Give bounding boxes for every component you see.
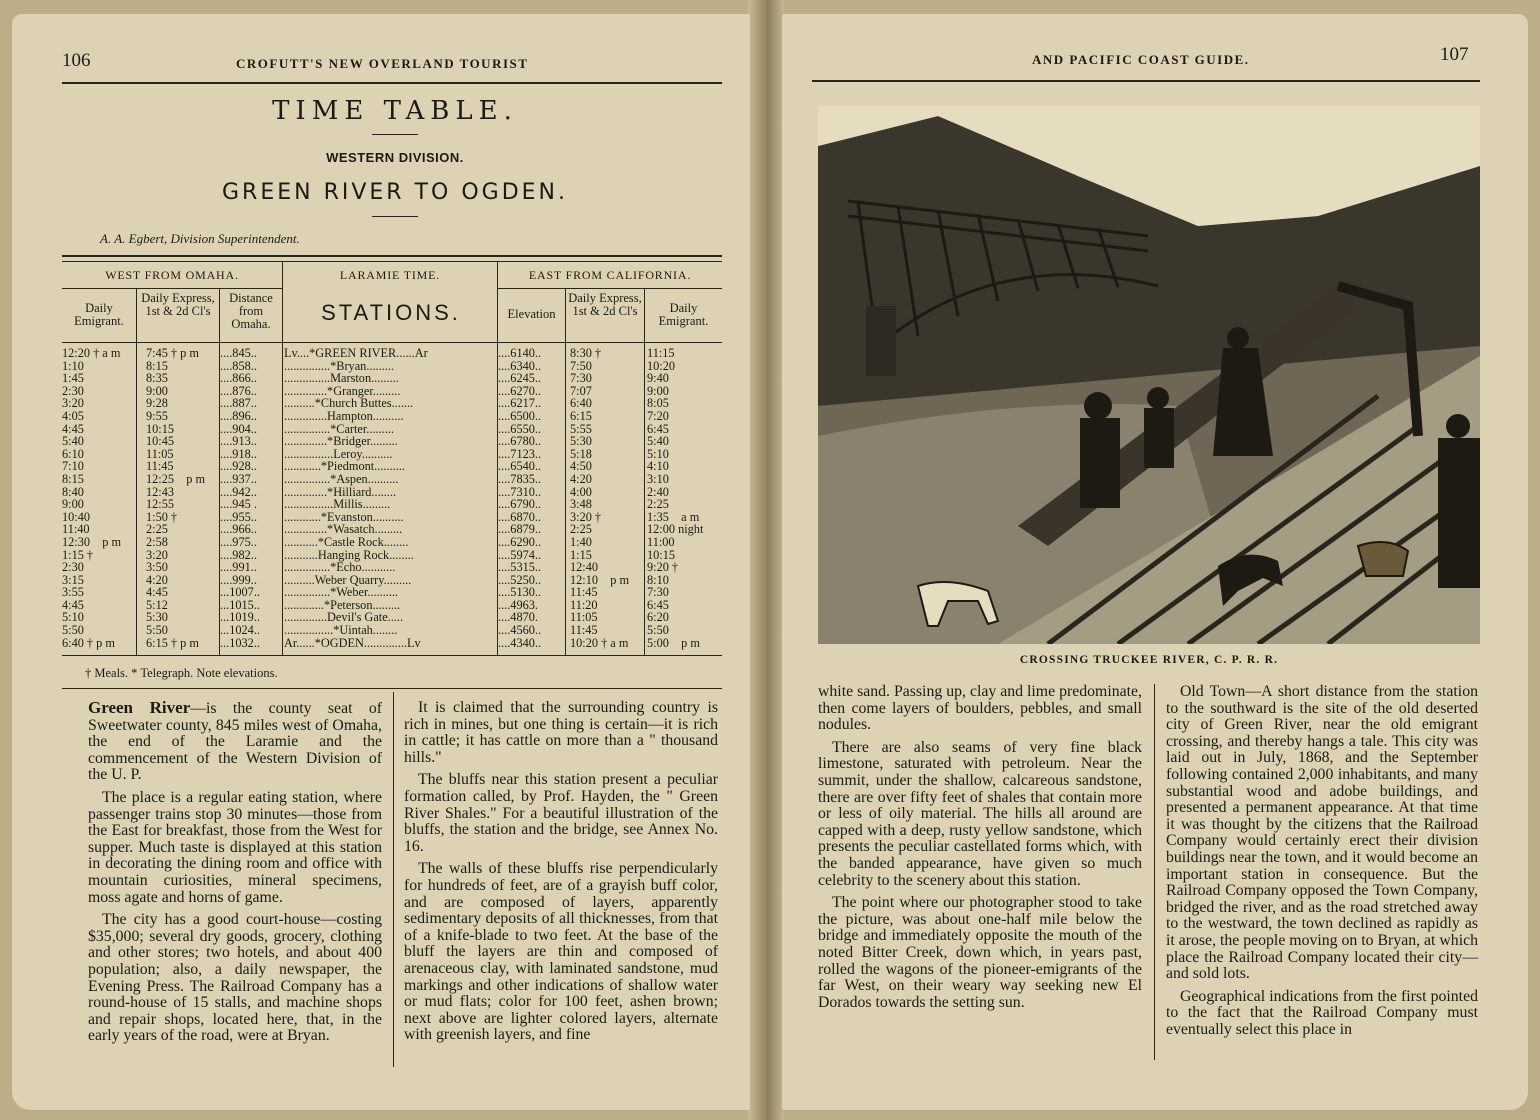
timetable-cell: ............*Evanston..........: [284, 509, 404, 524]
timetable-cell: 2:30: [62, 383, 84, 398]
timetable-cell: 6:15 † p m: [146, 635, 199, 650]
timetable-cell: ....866..: [220, 371, 257, 386]
timetable-cell: 11:45: [570, 623, 598, 638]
timetable-cell: 5:40: [62, 434, 84, 449]
col-stations: STATIONS.: [321, 300, 461, 325]
timetable-cell: ....982..: [220, 547, 257, 562]
timetable-cell: 3:20: [146, 547, 168, 562]
timetable-cell: 7:45 † p m: [146, 346, 199, 360]
timetable-cell: 12:43: [146, 484, 175, 499]
timetable-cell: 4:50: [570, 459, 592, 474]
timetable-cell: ....5974..: [498, 547, 542, 562]
table-bottom-rule: [62, 655, 722, 656]
timetable-cell: ....6340..: [498, 358, 542, 373]
timetable-cell: 2:25: [570, 522, 592, 537]
superintendent-line: A. A. Egbert, Division Superintendent.: [100, 231, 300, 246]
paragraph: Geographical indications from the first pointed to the fact that the Railroad Company must eventually select this place in: [1166, 987, 1478, 1038]
timetable-cell: 9:00: [62, 497, 84, 512]
paragraph: white sand. Passing up, clay and lime predominate, then come layers of boulders, pebbles, and small nodules.: [818, 683, 1142, 734]
timetable-cell: 2:40: [647, 484, 669, 499]
timetable-cell: 11:40: [62, 522, 90, 537]
timetable-cell: 5:30: [570, 434, 592, 449]
timetable-cell: ....5315..: [498, 560, 542, 575]
timetable-cell: ....945 .: [220, 497, 257, 512]
timetable-cell: ....5130..: [498, 585, 542, 600]
timetable-cell: ...1007..: [220, 585, 260, 600]
timetable-cell: 6:40: [570, 396, 592, 411]
timetable-cell: 1:15 †: [62, 547, 94, 562]
timetable-cell: 4:45: [146, 585, 168, 600]
timetable-cell: ....7835..: [498, 471, 542, 486]
paragraph: Old Town—A short distance from the station to the southward is the site of the old deserted city of Green River, near the old emigrant crossing, and thereby hangs a tale. This city was laid out in July, 1868, and the September following contained 2,000 inhabitants, and many substantial wood and adobe buildings, and presented a permanent appearance. At that time it was thought by the citizens that the Railroad Company would certainly erect their division buildings near the town, and it would become an important station in consequence. But the Railroad Company opposed the Town Company, bridged the river, and as the road stretched away to the westward, the town declined as rapidly as it arose, the people moving on to Bryan, at which place the Railroad Company located their city—and sold lots.: [1166, 683, 1478, 983]
timetable-cell: ................Leroy..........: [284, 446, 393, 461]
col-daily-express-west: Daily Express, 1st & 2d Cl's: [141, 291, 215, 318]
timetable-cell: 8:30 †: [570, 346, 602, 360]
timetable-cell: 2:58: [146, 534, 168, 549]
stations-column: [284, 347, 496, 649]
group-rule-west: [62, 288, 282, 289]
col-daily-express-east: Daily Express, 1st & 2d Cl's: [568, 291, 642, 318]
timetable-cell: 4:45: [62, 597, 84, 612]
timetable-cell: 11:05: [570, 610, 598, 625]
timetable-cell: ...............*Bryan.........: [284, 358, 394, 373]
timetable-cell: ....845..: [220, 346, 257, 360]
timetable-cell: 2:30: [62, 560, 84, 575]
timetable-cell: ...............*Aspen..........: [284, 471, 399, 486]
timetable-cell: Ar......*OGDEN..............Lv: [284, 635, 421, 650]
timetable-cell: 5:00 p m: [647, 635, 700, 650]
timetable-cell: ....904..: [220, 421, 257, 436]
timetable-cell: 10:45: [146, 434, 175, 449]
timetable-cell: ....4963.: [498, 597, 538, 612]
table-top-rule: [62, 255, 722, 257]
timetable-cell: ...........Hanging Rock........: [284, 547, 414, 562]
header-bottom-rule: [62, 342, 722, 343]
timetable-cell: 5:55: [570, 421, 592, 436]
timetable-cell: ....6290..: [498, 534, 542, 549]
timetable-cell: 8:35: [146, 371, 168, 386]
right-column-divider: [1154, 684, 1155, 1060]
timetable-cell: 5:10: [62, 610, 84, 625]
book-gutter: [748, 0, 784, 1120]
right-text-column-2: [1166, 684, 1478, 1044]
timetable-cell: ..............*Bridger.........: [284, 434, 398, 449]
timetable-cell: ....6550..: [498, 421, 542, 436]
timetable-cell: 7:50: [570, 358, 592, 373]
col-distance: Distance from Omaha.: [229, 291, 273, 331]
timetable-cell: ....4870.: [498, 610, 538, 625]
timetable-cell: ....6245..: [498, 371, 542, 386]
timetable-cell: 4:20: [570, 471, 592, 486]
timetable-cell: ....6790..: [498, 497, 542, 512]
timetable-cell: 7:30: [647, 585, 669, 600]
timetable-cell: ....6500..: [498, 408, 542, 423]
timetable-cell: ..............*Wasatch.........: [284, 522, 403, 537]
timetable-cell: 6:45: [647, 421, 669, 436]
engraving-illustration: [818, 106, 1480, 644]
timetable-cell: ..........Weber Quarry.........: [284, 572, 412, 587]
paragraph: The walls of these bluffs rise perpendicularly for hundreds of feet, are of a grayish buff color, and are composed of layers, apparently sedimentary deposits of all thicknesses, from that of a knife-blade to two feet. At the base of the bluff the layers are thin and composed of arenaceous clay, with laminated sandstone, mud markings and other indications of shallow water or mud flats; color for 100 feet, ashen brown; next above are lighter colored layers, alternate with greenish layers, and fine: [404, 860, 718, 1044]
timetable-cell: 8:15: [146, 358, 168, 373]
table-top-rule-2: [62, 261, 722, 262]
timetable-cell: 10:20 † a m: [570, 635, 629, 650]
timetable-cell: ...........*Castle Rock........: [284, 534, 409, 549]
timetable-cell: 3:20 †: [570, 509, 602, 524]
timetable-cell: ...1032..: [220, 635, 260, 650]
table-divider-1: [282, 262, 283, 655]
timetable-cell: 12:10 p m: [570, 572, 630, 587]
timetable-cell: 12:55: [146, 497, 175, 512]
timetable-cell: 10:20: [647, 358, 676, 373]
timetable-cell: ....858..: [220, 358, 257, 373]
timetable-cell: ....999..: [220, 572, 257, 587]
timetable-cell: ....913..: [220, 434, 257, 449]
group-west: WEST FROM OMAHA.: [105, 268, 239, 282]
emigrant-east-column: [647, 347, 722, 649]
timetable-cell: 7:10: [62, 459, 84, 474]
distance-column: [220, 347, 282, 649]
timetable-cell: 9:20 †: [647, 560, 679, 575]
timetable-cell: ....918..: [220, 446, 257, 461]
timetable-cell: ..............Devil's Gate.....: [284, 610, 404, 625]
timetable-cell: ....975..: [220, 534, 257, 549]
timetable-cell: ...1024..: [220, 623, 260, 638]
timetable-cell: ....6540..: [498, 459, 542, 474]
timetable-cell: 3:55: [62, 585, 84, 600]
timetable-cell: 12:25 p m: [146, 471, 206, 486]
timetable-cell: ....876..: [220, 383, 257, 398]
timetable-cell: 8:10: [647, 572, 669, 587]
timetable-cell: .............*Peterson.........: [284, 597, 401, 612]
timetable-cell: ..............*Granger.........: [284, 383, 401, 398]
paragraph: Green River—is the county seat of Sweetwater county, 845 miles west of Omaha, the end of the Laramie and the commencement of the Western Division of the U. P.: [88, 698, 382, 784]
timetable-cell: 8:05: [647, 396, 669, 411]
timetable-cell: 2:25: [647, 497, 669, 512]
timetable-cell: 10:15: [647, 547, 676, 562]
timetable-cell: Lv....*GREEN RIVER......Ar: [284, 347, 428, 360]
timetable-cell: 10:40: [62, 509, 91, 524]
header-rule: [62, 82, 722, 84]
timetable-title: TIME TABLE.: [272, 96, 518, 126]
timetable-cell: ................*Uintah........: [284, 623, 398, 638]
timetable-cell: 1:35 a m: [647, 509, 700, 524]
timetable-cell: 9:28: [146, 396, 168, 411]
express-east-column: [570, 347, 644, 649]
table-divider-5: [565, 289, 566, 655]
right-header-rule: [812, 80, 1480, 82]
timetable-cell: 10:15: [146, 421, 175, 436]
timetable-cell: ...............*Echo...........: [284, 560, 396, 575]
timetable-cell: ....6217..: [498, 396, 542, 411]
left-text-column-1: [88, 700, 382, 1051]
timetable-cell: ............*Piedmont..........: [284, 459, 405, 474]
timetable-cell: 11:20: [570, 597, 598, 612]
timetable-cell: 6:45: [647, 597, 669, 612]
timetable-cell: ....6870..: [498, 509, 542, 524]
timetable-cell: 5:50: [62, 623, 84, 638]
group-east: EAST FROM CALIFORNIA.: [528, 268, 692, 282]
timetable-cell: ....4340..: [498, 635, 542, 650]
timetable-cell: 1:15: [570, 547, 592, 562]
timetable-cell: 4:00: [570, 484, 592, 499]
timetable-footnote: † Meals. * Telegraph. Note elevations.: [85, 666, 278, 680]
left-page-number: 106: [62, 50, 91, 71]
timetable-cell: ....928..: [220, 459, 257, 474]
timetable-cell: 3:20: [62, 396, 84, 411]
timetable-cell: 6:15: [570, 408, 592, 423]
paragraph: The place is a regular eating station, where passenger trains stop 30 minutes—those from the East for breakfast, those from the West for supper. Much taste is displayed at this station in decorating the dining room and office with mountain curiosities, mineral specimens, moss agate and horns of game.: [88, 788, 382, 906]
emigrant-west-column: [62, 347, 136, 649]
timetable-cell: 1:45: [62, 371, 84, 386]
timetable-cell: 7:20: [647, 408, 669, 423]
timetable-cell: ....896..: [220, 408, 257, 423]
right-page-number: 107: [1440, 44, 1469, 65]
timetable-cell: 4:10: [647, 459, 669, 474]
express-west-column: [146, 347, 219, 649]
timetable-cell: 3:48: [570, 497, 592, 512]
green-river-lead: Green River: [88, 698, 191, 717]
timetable-cell: 12:20 † a m: [62, 346, 121, 360]
timetable-cell: ...............*Carter.........: [284, 421, 394, 436]
figure-caption: CROSSING TRUCKEE RIVER, C. P. R. R.: [1019, 654, 1279, 666]
right-text-column-1: [818, 684, 1142, 1017]
group-laramie: LARAMIE TIME.: [339, 268, 441, 282]
col-daily-emigrant-east: Daily Emigrant.: [658, 301, 709, 328]
timetable-cell: 5:18: [570, 446, 592, 461]
timetable-cell: 1:50 †: [146, 509, 178, 524]
col-elevation: Elevation: [507, 307, 556, 321]
left-running-head: CROFUTT'S NEW OVERLAND TOURIST: [236, 56, 529, 71]
timetable-cell: 11:00: [647, 534, 675, 549]
timetable-cell: ...............Marston.........: [284, 371, 399, 386]
paragraph: It is claimed that the surrounding country is rich in mines, but one thing is certain—it is rich in cattle; it has cattle on more than a " thousand hills.": [404, 699, 718, 766]
timetable-cell: 9:55: [146, 408, 168, 423]
timetable-cell: ....6879..: [498, 522, 542, 537]
timetable-cell: ................Millis.........: [284, 497, 391, 512]
timetable-cell: 6:20: [647, 610, 669, 625]
timetable-cell: 7:30: [570, 371, 592, 386]
timetable-cell: 3:50: [146, 560, 168, 575]
timetable-cell: 11:15: [647, 346, 675, 360]
col-daily-emigrant-west: Daily Emigrant.: [74, 301, 124, 328]
timetable-cell: ....887..: [220, 396, 257, 411]
timetable-cell: 11:45: [146, 459, 174, 474]
route-divider: [372, 216, 418, 217]
timetable-cell: 3:15: [62, 572, 84, 587]
timetable-cell: 1:10: [62, 358, 84, 373]
timetable-cell: 12:00 night: [647, 522, 704, 537]
timetable-cell: 8:15: [62, 471, 84, 486]
table-divider-3: [136, 289, 137, 655]
timetable-cell: ....7310..: [498, 484, 542, 499]
timetable-cell: 3:10: [647, 471, 669, 486]
timetable-cell: ....6140..: [498, 346, 542, 360]
timetable-cell: ..............*Hilliard........: [284, 484, 397, 499]
timetable-cell: ...1019..: [220, 610, 260, 625]
left-column-divider: [393, 692, 394, 1067]
group-rule-east: [498, 288, 722, 289]
timetable-cell: 7:07: [570, 383, 592, 398]
timetable-cell: 5:40: [647, 434, 669, 449]
timetable-cell: 12:30 p m: [62, 534, 122, 549]
left-text-column-2: [404, 700, 718, 1050]
timetable-cell: ....991..: [220, 560, 257, 575]
timetable-cell: 9:00: [647, 383, 669, 398]
timetable-cell: 5:10: [647, 446, 669, 461]
timetable-cell: 1:40: [570, 534, 592, 549]
timetable-cell: 5:50: [146, 623, 168, 638]
timetable-cell: 6:40 † p m: [62, 635, 115, 650]
timetable-cell: ....966..: [220, 522, 257, 537]
timetable-cell: ..........*Church Buttes.......: [284, 396, 414, 411]
timetable-cell: ....955..: [220, 509, 257, 524]
timetable-cell: 4:05: [62, 408, 84, 423]
right-running-head: AND PACIFIC COAST GUIDE.: [1032, 52, 1250, 67]
timetable-cell: 2:25: [146, 522, 168, 537]
elevation-column: [498, 347, 565, 649]
timetable-cell: ....7123..: [498, 446, 542, 461]
timetable-cell: ....4560..: [498, 623, 542, 638]
table-divider-6: [644, 289, 645, 655]
timetable-cell: 12:40: [570, 560, 599, 575]
timetable-cell: 11:05: [146, 446, 174, 461]
timetable-cell: ...1015..: [220, 597, 260, 612]
timetable-cell: 5:50: [647, 623, 669, 638]
timetable-cell: ...............*Weber..........: [284, 585, 399, 600]
paragraph: The city has a good court-house—costing $35,000; several dry goods, grocery, clothing and other stores; two hotels, and about 400 population; also, a daily newspaper, the Evening Press. The Railroad Company has a round-house of 15 stalls, and machine shops and repair shops, located here, that, in the early years of the road, were at Bryan.: [88, 911, 382, 1045]
timetable-cell: 9:00: [146, 383, 168, 398]
timetable-cell: ....5250..: [498, 572, 542, 587]
timetable-cell: 8:40: [62, 484, 84, 499]
truckee-river-engraving: [818, 106, 1480, 644]
timetable-cell: ....6270..: [498, 383, 542, 398]
timetable-cell: 5:30: [146, 610, 168, 625]
timetable-cell: 9:40: [647, 371, 669, 386]
route-heading: GREEN RIVER TO OGDEN.: [222, 180, 568, 205]
timetable-cell: ....942..: [220, 484, 257, 499]
timetable-cell: 5:12: [146, 597, 168, 612]
division-heading: WESTERN DIVISION.: [326, 150, 464, 165]
timetable-cell: 4:45: [62, 421, 84, 436]
timetable-cell: ....6780..: [498, 434, 542, 449]
paragraph: The point where our photographer stood to take the picture, was about one-half mile below the bridge and immediately opposite the mouth of the noted Bitter Creek, down which, in years past, rolled the wagons of the pioneer-emigrants of the far West, on their weary way seeking new El Dorados towards the setting sun.: [818, 894, 1142, 1011]
timetable-cell: 11:45: [570, 585, 598, 600]
text-top-rule: [62, 688, 722, 689]
title-divider: [372, 134, 418, 135]
timetable-cell: 4:20: [146, 572, 168, 587]
timetable-cell: 6:10: [62, 446, 84, 461]
timetable-cell: ....937..: [220, 471, 257, 486]
paragraph: There are also seams of very fine black limestone, saturated with petroleum. Near the summit, under the shallow, calcareous sandstone, there are over fifty feet of shales that contain more or less of oily material. The hills all around are capped with a deep, rusty yellow sandstone, which presents the peculiar castellated forms which, with the banded appearance, have given so much celebrity to the scenery about this station.: [818, 738, 1142, 889]
paragraph: The bluffs near this station present a peculiar formation called, by Prof. Hayden, the " Green River Shales." For a beautiful illustration of the bluffs, the station and the bridge, see Annex No. 16.: [404, 771, 718, 855]
timetable-cell: ..............Hampton..........: [284, 408, 404, 423]
